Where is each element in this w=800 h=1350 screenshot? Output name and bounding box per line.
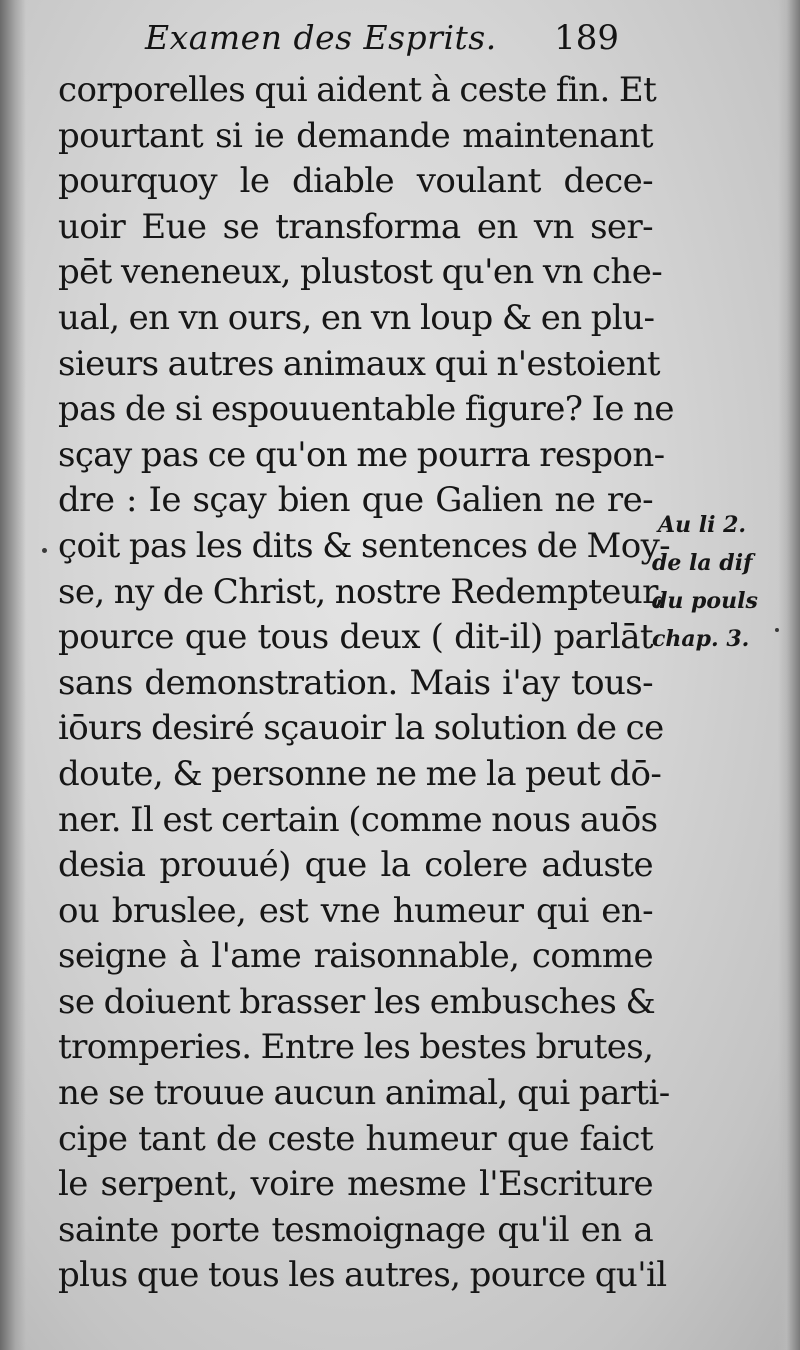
text-line: sans demonstration. Mais i'ay tous- <box>58 662 653 703</box>
margin-note-line: chap. 3. <box>652 626 750 652</box>
ink-speck <box>775 628 779 632</box>
text-line: se, ny de Christ, nostre Redempteur, <box>58 571 665 612</box>
text-line: pēt veneneux, plustost qu'en vn che- <box>58 252 663 293</box>
margin-note-line: du pouls <box>652 588 758 614</box>
text-line: plus que tous les autres, pource qu'il <box>58 1255 667 1296</box>
text-line: pourtant si ie demande maintenant <box>58 115 653 156</box>
ink-speck <box>42 548 47 553</box>
text-line: cipe tant de ceste humeur que faict <box>58 1118 653 1159</box>
text-line: çoit pas les dits & sentences de Moy- <box>58 525 671 566</box>
text-line: ne se trouue aucun animal, qui parti- <box>58 1073 670 1114</box>
text-line: pource que tous deux ( dit-il) parlāt <box>58 617 653 658</box>
running-head: Examen des Esprits. <box>145 18 497 57</box>
text-line: doute, & personne ne me la peut dō- <box>58 753 662 794</box>
text-line: ou bruslee, est vne humeur qui en- <box>58 890 653 931</box>
body-text <box>58 68 674 1299</box>
text-line: iōurs desiré sçauoir la solution de ce <box>58 708 664 749</box>
text-line: seigne à l'ame raisonnable, comme <box>58 936 653 977</box>
margin-note-line: de la dif <box>652 550 753 576</box>
text-line: pas de si espouuentable figure? Ie ne <box>58 389 674 430</box>
text-line: uoir Eue se transforma en vn ser- <box>58 206 653 247</box>
text-line: sieurs autres animaux qui n'estoient <box>58 343 660 384</box>
text-line: tromperies. Entre les bestes brutes, <box>58 1027 654 1068</box>
page-header <box>145 18 635 68</box>
text-line: se doiuent brasser les embusches & <box>58 981 656 1022</box>
margin-note-line: Au li 2. <box>658 512 747 538</box>
text-line: desia prouué) que la colere aduste <box>58 845 653 886</box>
text-line: le serpent, voire mesme l'Escriture <box>58 1164 653 1205</box>
text-line: ner. Il est certain (comme nous auōs <box>58 799 658 840</box>
text-line: corporelles qui aident à ceste fin. Et <box>58 70 657 110</box>
text-line: sainte porte tesmoignage qu'il en a <box>58 1209 653 1250</box>
text-line: dre : Ie sçay bien que Galien ne re- <box>58 480 653 521</box>
page-number: 189 <box>554 18 619 58</box>
margin-note <box>652 506 782 658</box>
text-line: sçay pas ce qu'on me pourra respon- <box>58 434 665 475</box>
text-line: ual, en vn ours, en vn loup & en plu- <box>58 297 655 338</box>
text-line: pourquoy le diable voulant dece- <box>58 161 653 202</box>
